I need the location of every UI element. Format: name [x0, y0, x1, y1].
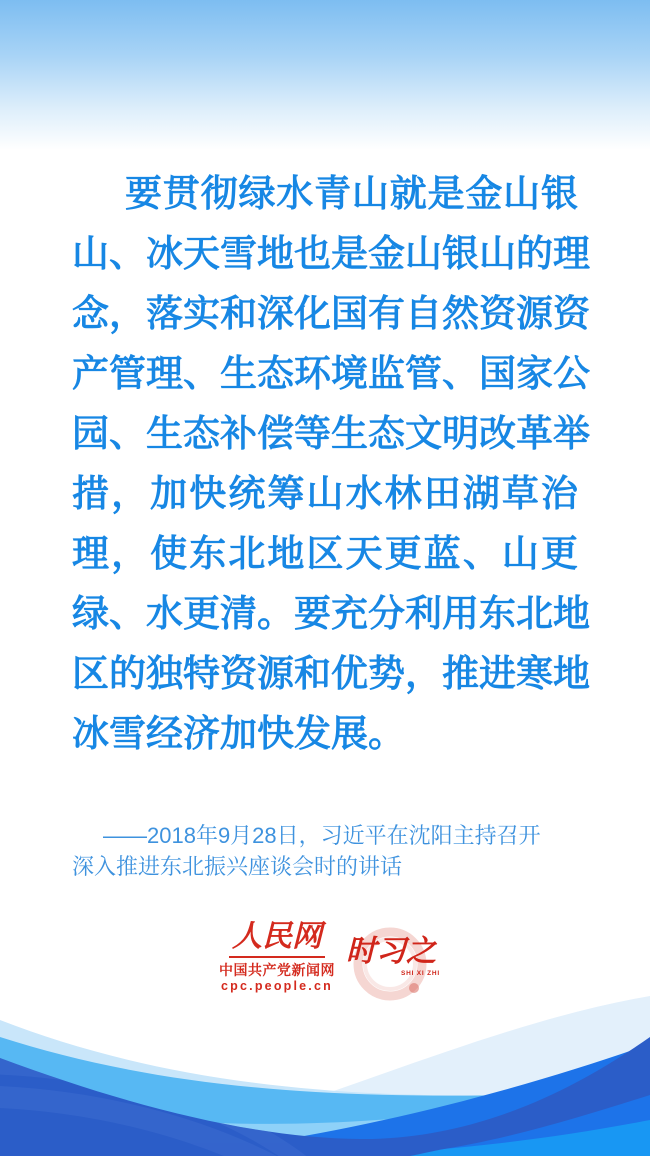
- logo-underline: [229, 956, 325, 958]
- quote-line: 冰雪经济加快发展。: [72, 713, 405, 754]
- attribution-line: 深入推进东北振兴座谈会时的讲话: [72, 854, 403, 879]
- header-gradient-band: [0, 0, 650, 150]
- cpc-url-label: cpc.people.cn: [221, 979, 333, 993]
- people-net-wordmark: 人民网: [232, 919, 322, 954]
- peoples-daily-online-logo: [218, 920, 336, 994]
- quote-line: 区的独特资源和优势，推进寒地: [72, 653, 590, 694]
- shixizhi-wordmark: 时习之: [346, 935, 436, 968]
- quote-line: 山、冰天雪地也是金山银山的理: [72, 233, 590, 274]
- cpc-news-site-label: 中国共产党新闻网: [219, 962, 335, 978]
- quote-line: 措，加快统筹山水林田湖草治: [72, 473, 578, 514]
- quote-line: 念，落实和深化国有自然资源资: [72, 293, 590, 334]
- bottom-wave-decoration: [0, 986, 650, 1156]
- attribution-line: ——2018年9月28日，习近平在沈阳主持召开: [103, 823, 541, 848]
- quote-line: 理，使东北地区天更蓝、山更: [72, 533, 578, 574]
- quote-line: 要贯彻绿水青山就是金山银: [125, 173, 578, 214]
- quote-line: 绿、水更清。要充分利用东北地: [72, 593, 590, 634]
- quote-attribution: [72, 820, 592, 882]
- quote-line: 产管理、生态环境监管、国家公: [72, 353, 590, 394]
- quote-text-block: [72, 164, 590, 764]
- quote-line: 园、生态补偿等生态文明改革举: [72, 413, 590, 454]
- shixizhi-pinyin: SHI XI ZHI: [400, 970, 440, 977]
